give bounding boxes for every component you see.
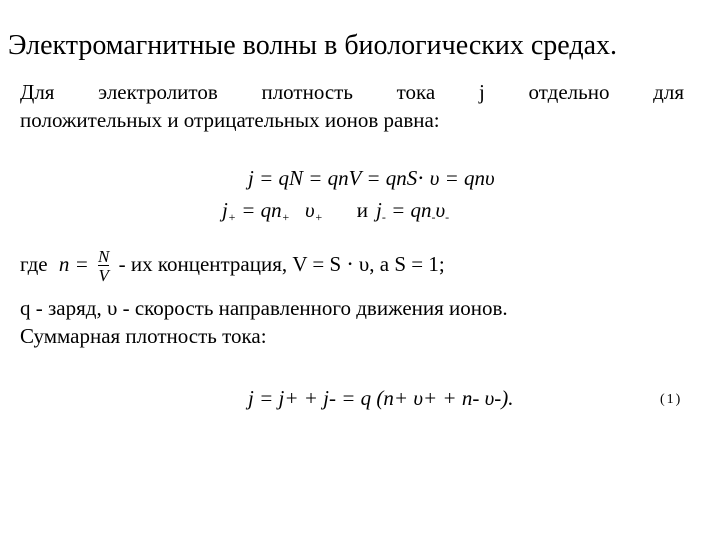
intro-line-1: Для электролитов плотность тока j отдельно для <box>20 80 684 104</box>
fraction-denominator: V <box>98 266 109 285</box>
concentration-line <box>20 248 445 284</box>
formula2-left-j-sub: + <box>227 210 236 224</box>
formula2-right-j-sub: - <box>381 210 386 224</box>
formula-total-density: j = j+ + j- = q (n+ υ+ + n- υ-). <box>248 386 514 410</box>
fraction-numerator: N <box>98 247 110 266</box>
where-text: - их концентрация, V = S ⋅ υ, а S = 1; <box>118 251 445 276</box>
formula2-left-v: υ <box>299 198 315 222</box>
concentration-fraction <box>98 248 109 284</box>
formula2-right-j: j <box>375 198 382 222</box>
formula2-and: и <box>356 198 368 222</box>
formula2-left-v-sub: + <box>314 210 323 224</box>
where-label: где <box>20 251 48 276</box>
where-n: n = <box>58 251 89 276</box>
total-density-label: Суммарная плотность тока: <box>20 324 267 348</box>
formula2-right-rest-sub: - <box>431 210 436 224</box>
formula2-left-rest: = qn <box>235 198 282 222</box>
charge-velocity-line: q - заряд, υ - скорость направленного движения ионов. <box>20 296 508 320</box>
intro-line-2: положительных и отрицательных ионов равна: <box>20 108 440 132</box>
formula2-left-rest-sub: + <box>281 210 290 224</box>
formula-current-density: j = qN = qnV = qnS⋅ υ = qnυ <box>248 166 495 190</box>
equation-number: (1) <box>660 392 683 407</box>
formula-ion-currents <box>222 198 449 223</box>
slide-title: Электромагнитные волны в биологических средах. <box>8 30 617 61</box>
formula2-left-j: j <box>222 198 228 222</box>
formula2-right-rest: = qn <box>385 198 432 222</box>
formula2-right-v: υ <box>435 198 446 222</box>
formula2-right-v-sub: - <box>445 210 450 224</box>
